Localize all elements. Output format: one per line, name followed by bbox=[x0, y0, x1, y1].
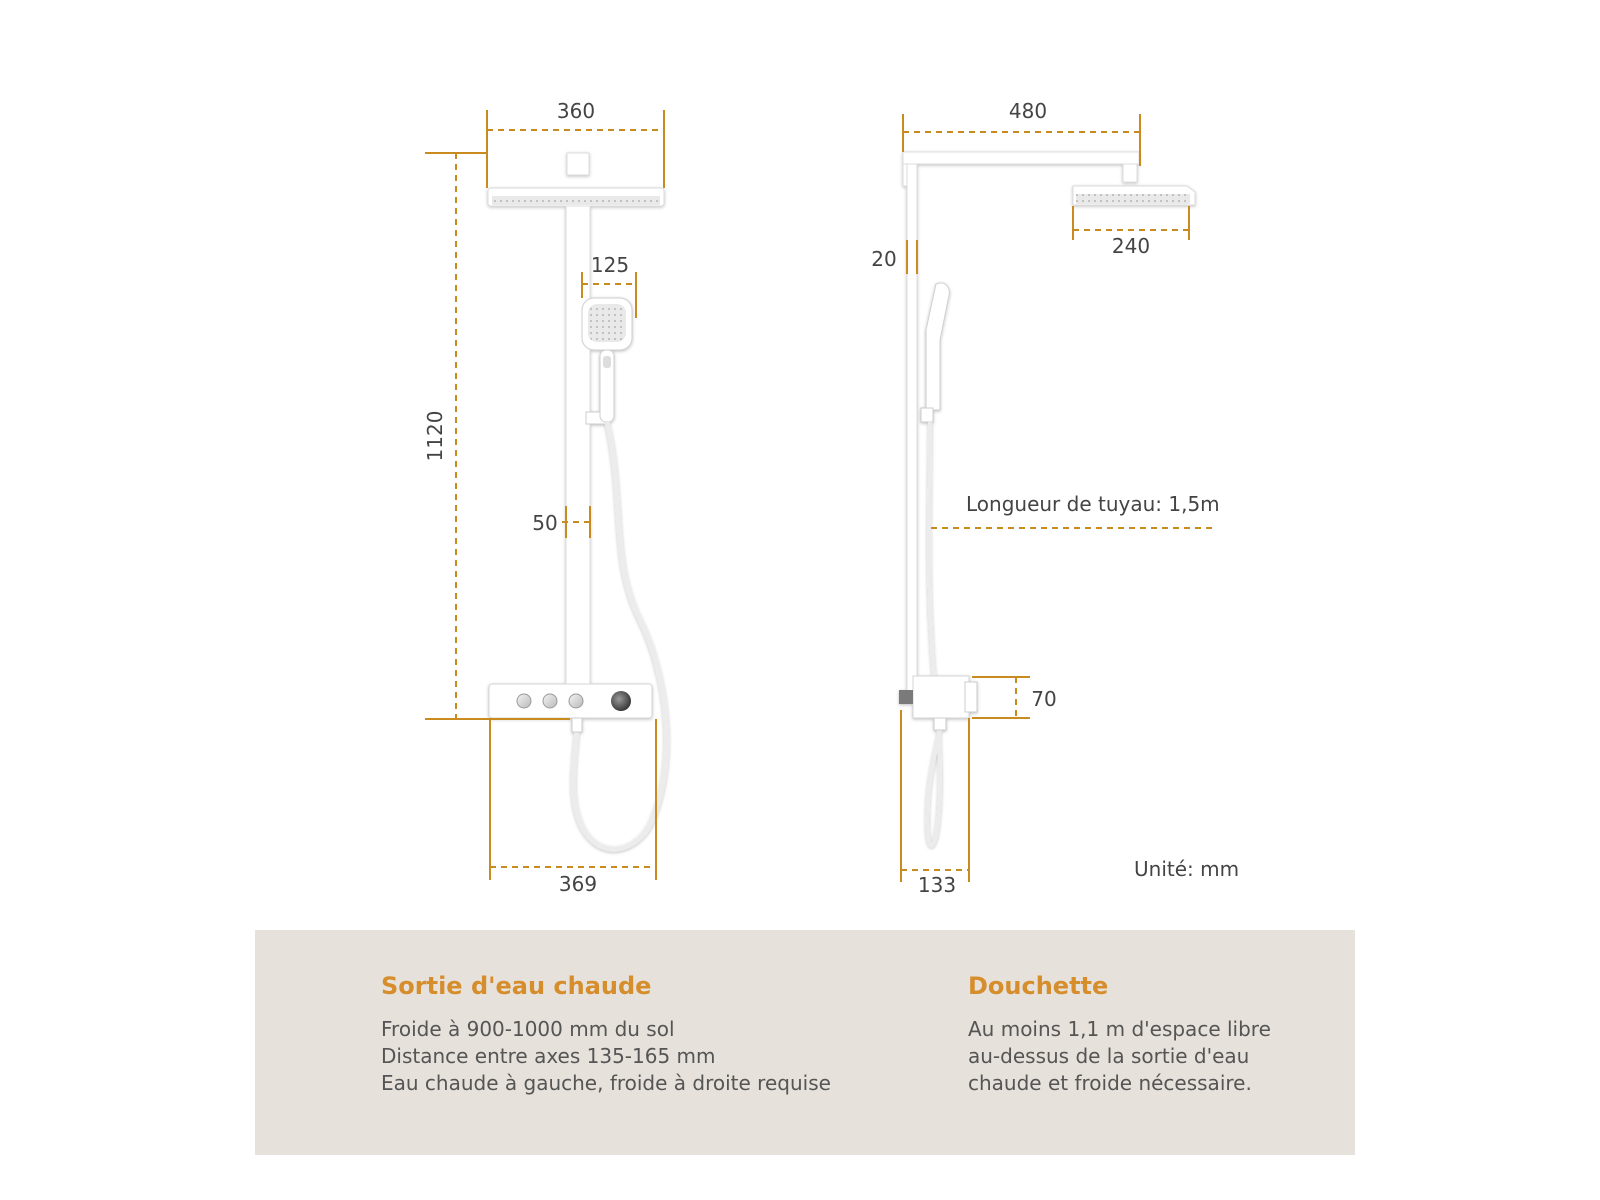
info-panel bbox=[255, 930, 1355, 1155]
dim-shelf-height-label: 70 bbox=[1031, 687, 1057, 711]
side-riser-pipe bbox=[907, 164, 917, 694]
side-hose bbox=[927, 422, 942, 845]
side-wall-fitting bbox=[899, 690, 913, 704]
front-shower-column bbox=[488, 153, 667, 849]
hose-length-label: Longueur de tuyau: 1,5m bbox=[966, 492, 1220, 516]
dim-pipe-width-label: 50 bbox=[532, 511, 558, 535]
side-dimensions bbox=[871, 99, 1239, 897]
handshower-line-2: au-dessus de la sortie d'eau bbox=[968, 1044, 1250, 1068]
hot-water-outlet-info bbox=[381, 972, 861, 1097]
dim-pipe-thickness-label: 20 bbox=[871, 247, 897, 271]
dim-arm-length-label: 480 bbox=[1008, 99, 1048, 123]
side-outlet bbox=[934, 718, 946, 730]
front-temperature-dial bbox=[611, 691, 631, 711]
front-outlet bbox=[572, 718, 582, 732]
front-knob-2 bbox=[543, 694, 557, 708]
dim-top-width-label: 360 bbox=[556, 99, 596, 123]
side-handshower-holder bbox=[921, 408, 933, 422]
handshower-title: Douchette bbox=[968, 972, 1109, 1000]
front-top-connector bbox=[567, 153, 589, 175]
front-dimensions bbox=[423, 99, 664, 896]
unit-label: Unité: mm bbox=[1134, 857, 1240, 881]
dim-height-label: 1120 bbox=[423, 410, 447, 462]
hot-water-outlet-line-1: Froide à 900-1000 mm du sol bbox=[381, 1017, 675, 1041]
side-arm bbox=[903, 152, 1139, 164]
handshower-line-1: Au moins 1,1 m d'espace libre bbox=[968, 1017, 1271, 1041]
side-rain-head-nozzles bbox=[1076, 194, 1190, 204]
front-knob-1 bbox=[517, 694, 531, 708]
front-rain-head-nozzles bbox=[492, 196, 660, 205]
handshower-line-3: chaude et froide nécessaire. bbox=[968, 1071, 1252, 1095]
dim-mixer-depth-label: 133 bbox=[917, 873, 957, 897]
handshower-info bbox=[968, 972, 1308, 1097]
side-shelf-edge bbox=[965, 682, 977, 712]
hot-water-outlet-title: Sortie d'eau chaude bbox=[381, 972, 652, 1000]
front-knob-3 bbox=[569, 694, 583, 708]
hot-water-outlet-line-3: Eau chaude à gauche, froide à droite requise bbox=[381, 1071, 831, 1095]
side-head-connector bbox=[1123, 164, 1137, 182]
side-thermostat-body bbox=[913, 676, 969, 718]
front-handshower-button bbox=[603, 356, 611, 368]
dim-bottom-width-label: 369 bbox=[558, 872, 598, 896]
side-handshower bbox=[926, 283, 949, 410]
dim-head-width-label: 240 bbox=[1111, 234, 1151, 258]
front-handshower-nozzles bbox=[588, 304, 626, 342]
hot-water-outlet-line-2: Distance entre axes 135-165 mm bbox=[381, 1044, 716, 1068]
front-riser-pipe bbox=[566, 206, 590, 694]
dim-handshower-width-label: 125 bbox=[590, 253, 630, 277]
